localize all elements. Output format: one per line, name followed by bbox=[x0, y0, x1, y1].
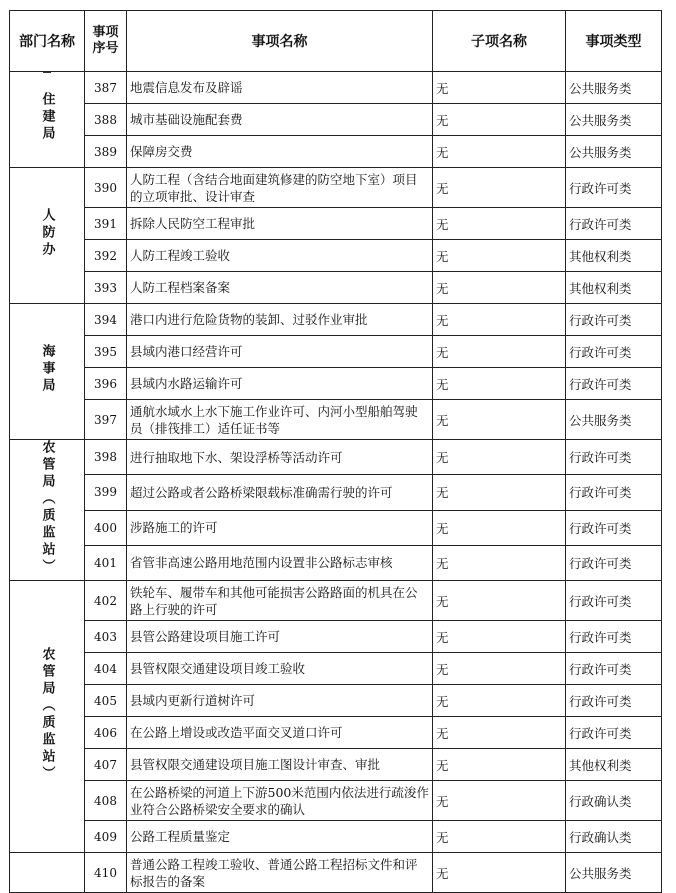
type-cell: 行政许可类 bbox=[566, 368, 662, 400]
seq-cell: 395 bbox=[85, 336, 127, 368]
name-cell: 在公路桥梁的河道上下游500米范围内依法进行疏浚作业符合公路桥梁安全要求的确认 bbox=[127, 781, 433, 821]
dept-cell bbox=[10, 581, 85, 853]
dept-cell bbox=[10, 168, 85, 304]
type-cell: 行政许可类 bbox=[566, 581, 662, 621]
type-cell: 行政许可类 bbox=[566, 621, 662, 653]
table-row bbox=[10, 621, 662, 653]
sub-cell: 无 bbox=[433, 208, 566, 240]
dept-cell bbox=[10, 72, 85, 168]
header-dept: 部门名称 bbox=[10, 11, 85, 72]
type-cell: 行政许可类 bbox=[566, 304, 662, 336]
type-cell: 其他权利类 bbox=[566, 749, 662, 781]
type-cell: 公共服务类 bbox=[566, 136, 662, 168]
seq-cell: 397 bbox=[85, 400, 127, 440]
sub-cell: 无 bbox=[433, 621, 566, 653]
name-cell: 县管权限交通建设项目施工图设计审查、审批 bbox=[127, 749, 433, 781]
name-cell: 涉路施工的许可 bbox=[127, 510, 433, 545]
table-row bbox=[10, 781, 662, 821]
dept-label: 海事局 bbox=[39, 344, 55, 395]
type-cell: 公共服务类 bbox=[566, 72, 662, 104]
sub-cell: 无 bbox=[433, 581, 566, 621]
seq-cell: 391 bbox=[85, 208, 127, 240]
table-row bbox=[10, 685, 662, 717]
name-cell: 通航水域水上水下施工作业许可、内河小型船舶驾驶员（排筏排工）适任证书等 bbox=[127, 400, 433, 440]
sub-cell: 无 bbox=[433, 336, 566, 368]
sub-cell: 无 bbox=[433, 136, 566, 168]
dept-label: 农管局（质监站） bbox=[39, 440, 55, 576]
type-cell: 行政许可类 bbox=[566, 475, 662, 510]
sub-cell: 无 bbox=[433, 368, 566, 400]
type-cell: 行政许可类 bbox=[566, 168, 662, 208]
name-cell: 城市基础设施配套费 bbox=[127, 104, 433, 136]
table-row bbox=[10, 336, 662, 368]
sub-cell: 无 bbox=[433, 72, 566, 104]
seq-cell: 408 bbox=[85, 781, 127, 821]
seq-cell: 406 bbox=[85, 717, 127, 749]
seq-cell: 388 bbox=[85, 104, 127, 136]
table-row bbox=[10, 208, 662, 240]
table-row bbox=[10, 749, 662, 781]
table-row bbox=[10, 136, 662, 168]
dept-label: 人防办 bbox=[39, 208, 55, 259]
name-cell: 县管公路建设项目施工许可 bbox=[127, 621, 433, 653]
seq-cell: 387 bbox=[85, 72, 127, 104]
sub-cell: 无 bbox=[433, 400, 566, 440]
seq-cell: 392 bbox=[85, 240, 127, 272]
name-cell: 人防工程竣工验收 bbox=[127, 240, 433, 272]
type-cell: 公共服务类 bbox=[566, 400, 662, 440]
seq-cell: 409 bbox=[85, 821, 127, 853]
sub-cell: 无 bbox=[433, 821, 566, 853]
seq-cell: 403 bbox=[85, 621, 127, 653]
name-cell: 港口内进行危险货物的装卸、过驳作业审批 bbox=[127, 304, 433, 336]
seq-cell: 394 bbox=[85, 304, 127, 336]
dept-label: 农管局（质监站） bbox=[39, 646, 55, 783]
table-row bbox=[10, 240, 662, 272]
name-cell: 保障房交费 bbox=[127, 136, 433, 168]
sub-cell: 无 bbox=[433, 653, 566, 685]
type-cell: 其他权利类 bbox=[566, 240, 662, 272]
name-cell: 县域内更新行道树许可 bbox=[127, 685, 433, 717]
table-row bbox=[10, 853, 662, 893]
table-row bbox=[10, 72, 662, 104]
dept-cell bbox=[10, 440, 85, 581]
seq-cell: 389 bbox=[85, 136, 127, 168]
table-row bbox=[10, 272, 662, 304]
seq-cell: 410 bbox=[85, 853, 127, 893]
sub-cell: 无 bbox=[433, 475, 566, 510]
name-cell: 铁轮车、履带车和其他可能损害公路路面的机具在公路上行驶的许可 bbox=[127, 581, 433, 621]
seq-cell: 400 bbox=[85, 510, 127, 545]
seq-cell: 405 bbox=[85, 685, 127, 717]
table-row bbox=[10, 368, 662, 400]
table-row bbox=[10, 304, 662, 336]
name-cell: 人防工程（含结合地面建筑修建的防空地下室）项目的立项审批、设计审查 bbox=[127, 168, 433, 208]
table-row bbox=[10, 104, 662, 136]
name-cell: 进行抽取地下水、架设浮桥等活动许可 bbox=[127, 440, 433, 475]
table-row bbox=[10, 653, 662, 685]
header-sub: 子项名称 bbox=[433, 11, 566, 72]
table-row bbox=[10, 545, 662, 580]
sub-cell: 无 bbox=[433, 545, 566, 580]
sub-cell: 无 bbox=[433, 749, 566, 781]
type-cell: 行政许可类 bbox=[566, 653, 662, 685]
type-cell: 行政许可类 bbox=[566, 208, 662, 240]
sub-cell: 无 bbox=[433, 440, 566, 475]
sub-cell: 无 bbox=[433, 104, 566, 136]
sub-cell: 无 bbox=[433, 853, 566, 893]
name-cell: 省管非高速公路用地范围内设置非公路标志审核 bbox=[127, 545, 433, 580]
type-cell: 行政许可类 bbox=[566, 336, 662, 368]
seq-cell: 404 bbox=[85, 653, 127, 685]
sub-cell: 无 bbox=[433, 781, 566, 821]
sub-cell: 无 bbox=[433, 272, 566, 304]
header-type: 事项类型 bbox=[566, 11, 662, 72]
seq-cell: 396 bbox=[85, 368, 127, 400]
seq-cell: 401 bbox=[85, 545, 127, 580]
sub-cell: 无 bbox=[433, 168, 566, 208]
name-cell: 在公路上增设或改造平面交叉道口许可 bbox=[127, 717, 433, 749]
dept-cell bbox=[10, 853, 85, 893]
type-cell: 行政许可类 bbox=[566, 717, 662, 749]
type-cell: 公共服务类 bbox=[566, 853, 662, 893]
name-cell: 人防工程档案备案 bbox=[127, 272, 433, 304]
table-row bbox=[10, 821, 662, 853]
matters-table bbox=[9, 10, 662, 893]
table-row bbox=[10, 440, 662, 475]
type-cell: 行政许可类 bbox=[566, 545, 662, 580]
seq-cell: 402 bbox=[85, 581, 127, 621]
seq-cell: 407 bbox=[85, 749, 127, 781]
type-cell: 行政确认类 bbox=[566, 821, 662, 853]
name-cell: 县域内水路运输许可 bbox=[127, 368, 433, 400]
name-cell: 超过公路或者公路桥梁限载标准确需行驶的许可 bbox=[127, 475, 433, 510]
type-cell: 其他权利类 bbox=[566, 272, 662, 304]
type-cell: 行政确认类 bbox=[566, 781, 662, 821]
name-cell: 地震信息发布及辟谣 bbox=[127, 72, 433, 104]
header-seq: 事项 序号 bbox=[85, 11, 127, 72]
table-row bbox=[10, 400, 662, 440]
table-row bbox=[10, 581, 662, 621]
table-row bbox=[10, 717, 662, 749]
seq-cell: 393 bbox=[85, 272, 127, 304]
type-cell: 行政许可类 bbox=[566, 440, 662, 475]
seq-cell: 390 bbox=[85, 168, 127, 208]
table-row bbox=[10, 475, 662, 510]
header-row bbox=[10, 11, 662, 72]
dept-cell bbox=[10, 304, 85, 440]
seq-cell: 399 bbox=[85, 475, 127, 510]
sub-cell: 无 bbox=[433, 240, 566, 272]
name-cell: 普通公路工程竣工验收、普通公路工程招标文件和评标报告的备案 bbox=[127, 853, 433, 893]
type-cell: 行政许可类 bbox=[566, 510, 662, 545]
sub-cell: 无 bbox=[433, 685, 566, 717]
sub-cell: 无 bbox=[433, 717, 566, 749]
table-row bbox=[10, 168, 662, 208]
name-cell: 县域内港口经营许可 bbox=[127, 336, 433, 368]
name-cell: 县管权限交通建设项目竣工验收 bbox=[127, 653, 433, 685]
seq-cell: 398 bbox=[85, 440, 127, 475]
dept-label: 住建局 bbox=[39, 92, 55, 143]
type-cell: 行政许可类 bbox=[566, 685, 662, 717]
sub-cell: 无 bbox=[433, 304, 566, 336]
sub-cell: 无 bbox=[433, 510, 566, 545]
type-cell: 公共服务类 bbox=[566, 104, 662, 136]
table-row bbox=[10, 510, 662, 545]
name-cell: 公路工程质量鉴定 bbox=[127, 821, 433, 853]
header-name: 事项名称 bbox=[127, 11, 433, 72]
table-body bbox=[10, 72, 662, 893]
name-cell: 拆除人民防空工程审批 bbox=[127, 208, 433, 240]
